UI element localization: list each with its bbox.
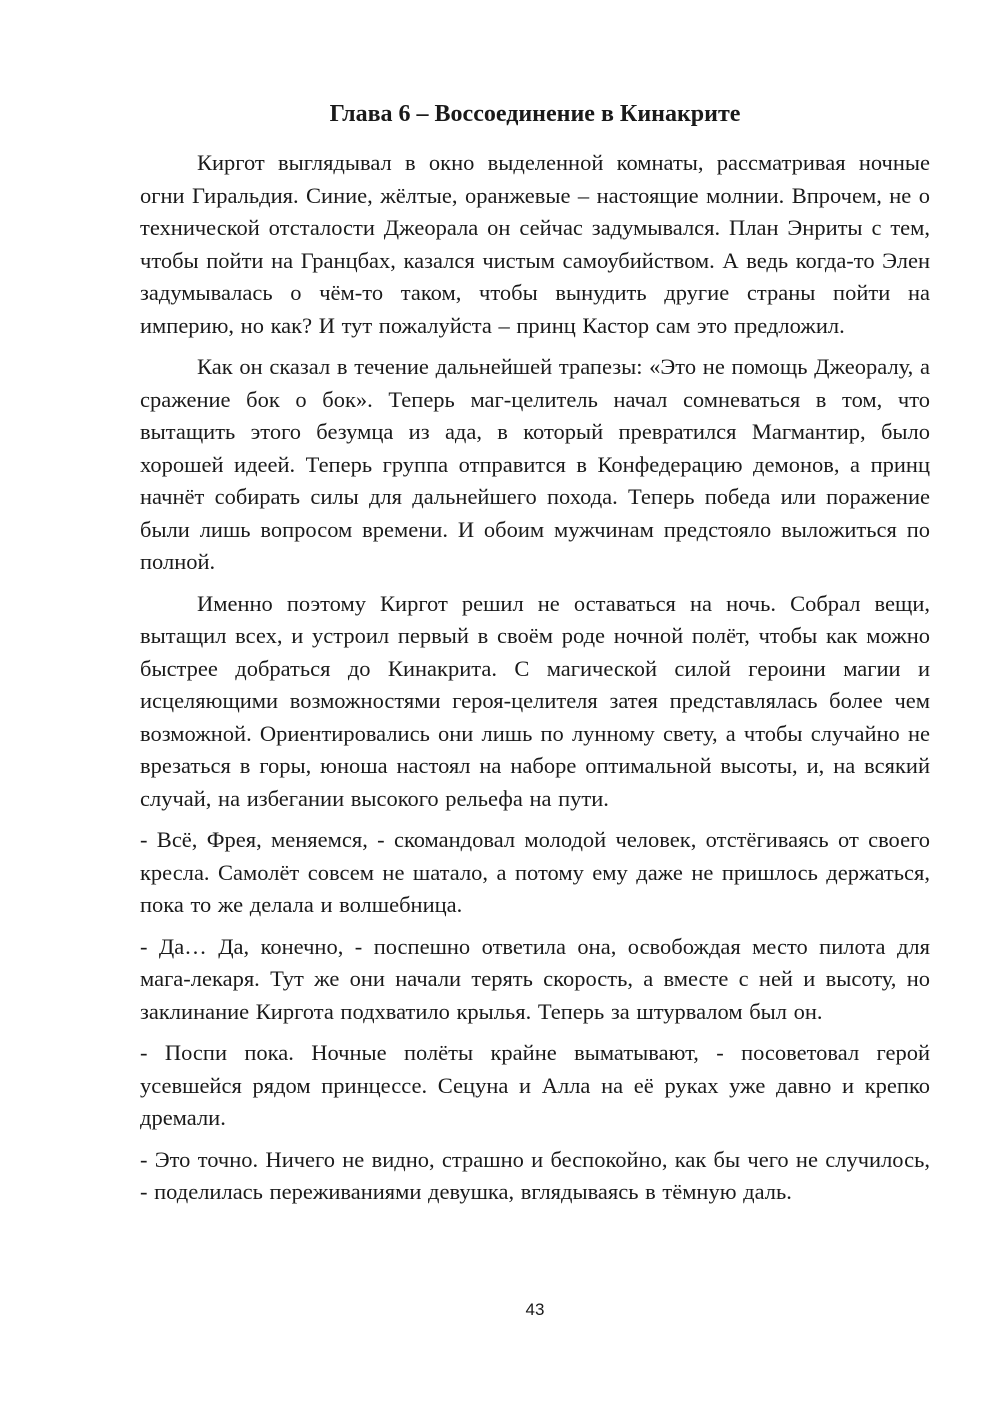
paragraph-dialogue: - Всё, Фрея, меняемся, - скомандовал молодой человек, отстёгиваясь от своего кресла. Самолёт совсем не шатало, а потому ему даже не пришлось держаться, пока то же делала и волшебница. xyxy=(140,827,930,917)
page-number: 43 xyxy=(525,1300,545,1319)
paragraph: Именно поэтому Киргот решил не оставаться на ночь. Собрал вещи, вытащил всех, и устроил первый в своём роде ночной полёт, чтобы как можно быстрее добраться до Кинакрита. С магической силой героини магии и исцеляющими возможностями героя-целителя затея представлялась более чем возможной. Ориентировались они лишь по лунному свету, а чтобы случайно не врезаться в горы, юноша настоял на наборе оптимальной высоты, и, на всякий случай, на избегании высокого рельефа на пути. xyxy=(140,590,930,811)
paragraph: Как он сказал в течение дальнейшей трапезы: «Это не помощь Джеоралу, а сражение бок о бок». Теперь маг-целитель начал сомневаться в том, что вытащить этого безумца из ада, в который превратился Магмантир, было хорошей идеей. Теперь группа отправится в Конфедерацию демонов, а принц начнёт собирать силы для дальнейшего похода. Теперь победа или поражение были лишь вопросом времени. И обоим мужчинам предстояло выложиться по полной. xyxy=(140,354,930,574)
page-content xyxy=(140,97,930,1218)
paragraph: Киргот выглядывал в окно выделенной комнаты, рассматривая ночные огни Гиральдия. Синие, жёлтые, оранжевые – настоящие молнии. Впрочем, не о технической отсталости Джеорала он сейчас задумывался. План Энриты с тем, чтобы пойти на Гранцбах, казался чистым самоубийством. А ведь когда-то Элен задумывалась о чём-то таком, чтобы вынудить другие страны пойти на империю, но как? И тут пожалуйста – принц Кастор сам это предложил. xyxy=(140,150,930,338)
paragraph-dialogue: - Поспи пока. Ночные полёты крайне выматывают, - посоветовал герой усевшейся рядом принцессе. Сецуна и Алла на её руках уже давно и крепко дремали. xyxy=(140,1040,930,1130)
paragraph-dialogue: - Это точно. Ничего не видно, страшно и беспокойно, как бы чего не случилось, - поделилась переживаниями девушка, вглядываясь в тёмную даль. xyxy=(140,1146,930,1204)
paragraph-dialogue: - Да… Да, конечно, - поспешно ответила она, освобождая место пилота для мага-лекаря. Тут же они начали терять скорость, а вместе с ней и высоту, но заклинание Киргота подхватило крылья. Теперь за штурвалом был он. xyxy=(140,933,930,1024)
chapter-title: Глава 6 – Воссоединение в Кинакрите xyxy=(329,101,741,127)
